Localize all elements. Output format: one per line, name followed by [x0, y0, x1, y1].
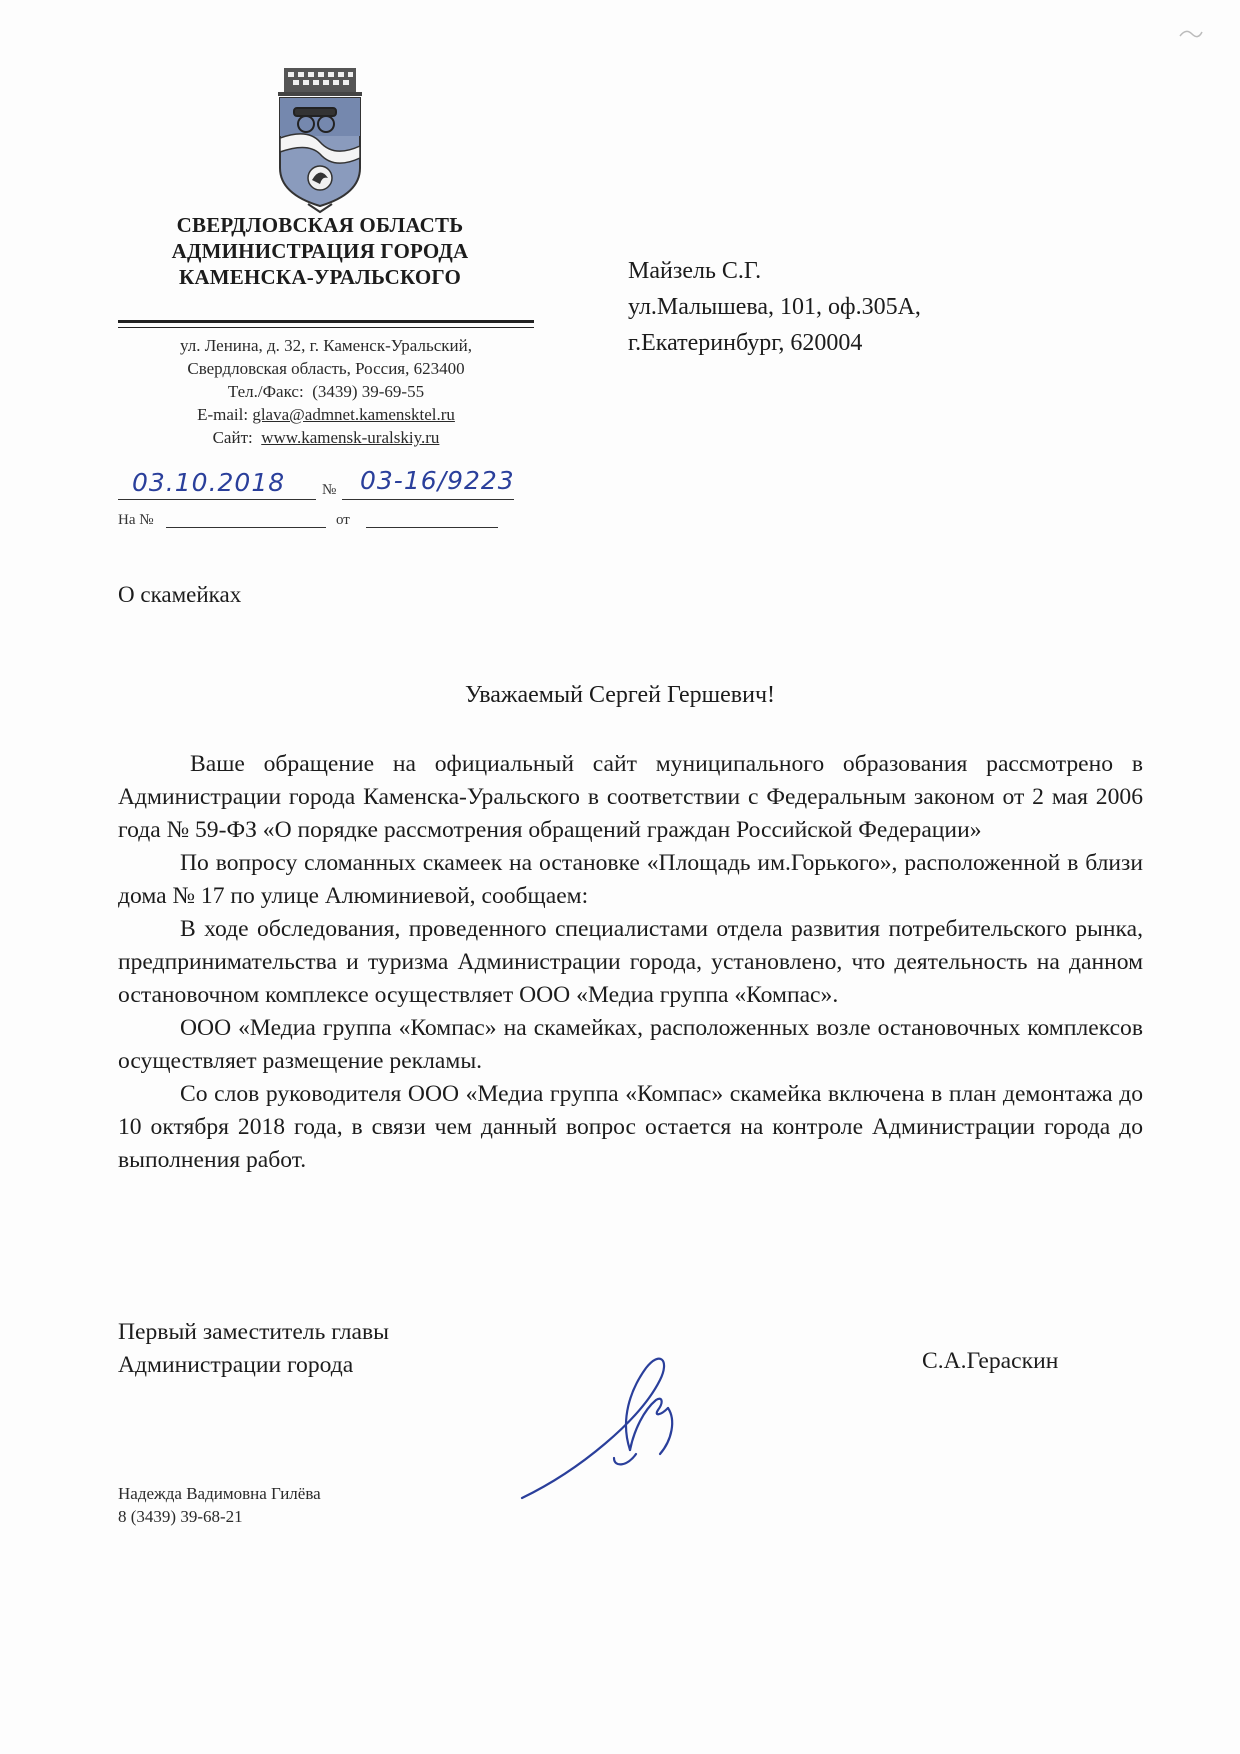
- executor-block: [118, 1482, 321, 1528]
- site-link[interactable]: www.kamensk-uralskiy.ru: [261, 428, 440, 447]
- site-line: [118, 426, 534, 449]
- handwritten-signature: [510, 1350, 710, 1505]
- recipient-line-1: Майзель С.Г.: [628, 258, 762, 284]
- number-label: №: [322, 482, 337, 498]
- org-line-3: КАМЕНСКА-УРАЛЬСКОГО: [178, 265, 461, 289]
- coat-of-arms-icon: [268, 66, 372, 214]
- letter-body: [118, 748, 1143, 1177]
- body-paragraph-2: По вопросу сломанных скамеек на остановке «Площадь им.Горького», расположенной в близи дома № 17 по улице Алюминиевой, сообщаем:: [118, 850, 1143, 909]
- phone-label: Тел./Факс:: [227, 382, 304, 401]
- address-line-2: Свердловская область, Россия, 623400: [187, 359, 465, 378]
- body-paragraph-1: Ваше обращение на официальный сайт муниципального образования рассмотрено в Администрации города Каменска-Уральского в соответствии с Федеральным законом от 2 мая 2006 года № 59-ФЗ «О порядке рассмотрения обращений граждан Российской Федерации»: [118, 751, 1143, 843]
- header-rule-thick: [118, 320, 534, 323]
- email-label: E-mail:: [197, 405, 249, 424]
- date-line: [118, 499, 316, 500]
- recipient-line-2: ул.Малышева, 101, оф.305А,: [628, 294, 921, 320]
- phone-line: [118, 380, 534, 403]
- registration-number: 03-16/9223: [360, 466, 515, 495]
- reply-date-line: [366, 527, 498, 528]
- signatory-name: С.А.Гераскин: [922, 1348, 1059, 1374]
- registration-date: 03.10.2018: [132, 468, 286, 497]
- body-paragraph-4: ООО «Медиа группа «Компас» на скамейках, расположенных возле остановочных комплексов осуществляет размещение рекламы.: [118, 1015, 1143, 1074]
- body-paragraph-5: Со слов руководителя ООО «Медиа группа «Компас» скамейка включена в план демонтажа до 10 октября 2018 года, в связи чем данный вопрос остается на контроле Администрации города до выполнения работ.: [118, 1081, 1143, 1173]
- letter-greeting: Уважаемый Сергей Гершевич!: [464, 682, 776, 708]
- signatory-position: [118, 1316, 389, 1382]
- recipient-line-3: г.Екатеринбург, 620004: [628, 330, 863, 356]
- organization-name: [120, 212, 520, 290]
- org-line-2: АДМИНИСТРАЦИЯ ГОРОДА: [171, 239, 469, 263]
- phone-value: (3439) 39-69-55: [312, 382, 425, 401]
- reply-number-line: [166, 527, 326, 528]
- executor-name: Надежда Вадимовна Гилёва: [118, 1484, 321, 1503]
- recipient-block: [628, 253, 921, 361]
- executor-phone: 8 (3439) 39-68-21: [118, 1507, 243, 1526]
- email-link[interactable]: glava@admnet.kamensktel.ru: [252, 405, 455, 424]
- body-paragraph-3: В ходе обследования, проведенного специалистами отдела развития потребительского рынка, предпринимательства и туризма Администрации города, установлено, что деятельность на данном остановочном комплексе осуществляет ООО «Медиа группа «Компас».: [118, 916, 1143, 1008]
- site-label: Сайт:: [212, 428, 253, 447]
- corner-stamp-mark: [1178, 26, 1204, 42]
- number-line: [342, 499, 514, 500]
- reply-from-label: от: [336, 512, 350, 528]
- email-line: [118, 403, 534, 426]
- position-line-1: Первый заместитель главы: [118, 1319, 389, 1345]
- address-line-1: ул. Ленина, д. 32, г. Каменск-Уральский,: [180, 336, 472, 355]
- letter-subject: О скамейках: [118, 582, 242, 607]
- reply-to-label: На №: [118, 512, 154, 528]
- position-line-2: Администрации города: [118, 1352, 354, 1378]
- header-rule-thin: [118, 327, 534, 328]
- org-line-1: СВЕРДЛОВСКАЯ ОБЛАСТЬ: [176, 213, 464, 237]
- organization-address: [118, 334, 534, 449]
